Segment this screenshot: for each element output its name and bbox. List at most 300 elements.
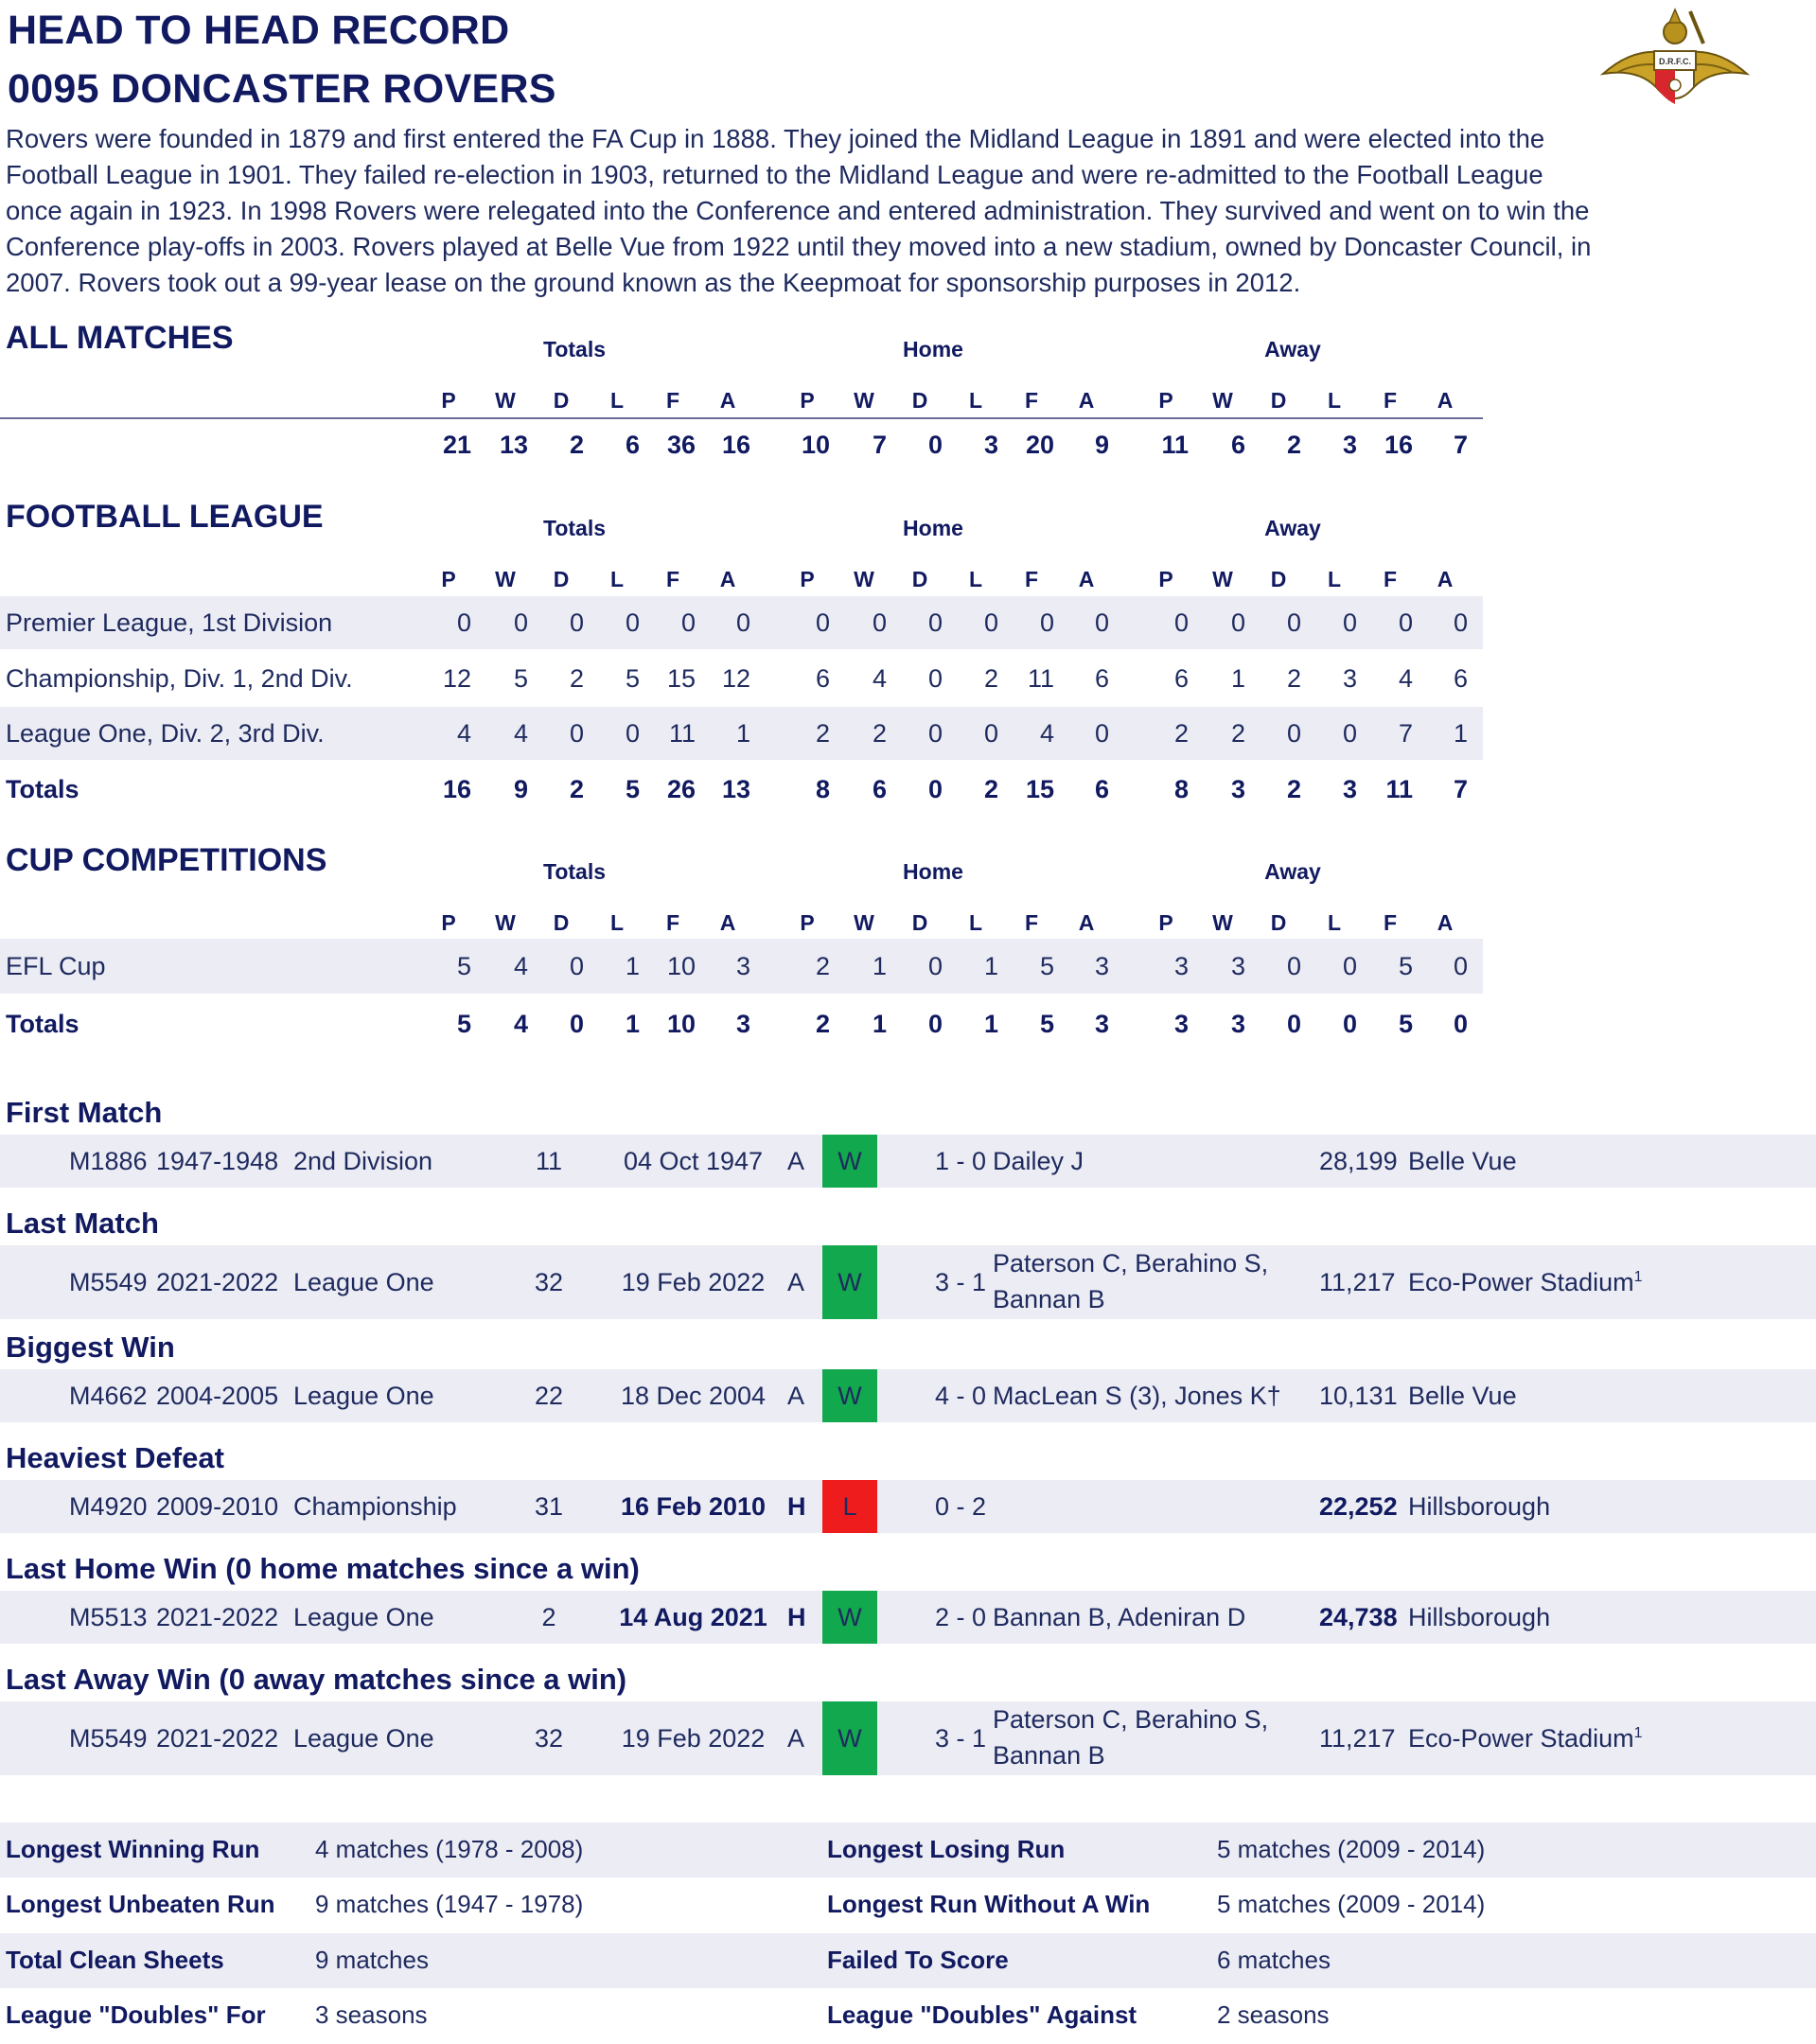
table-cell: 3	[983, 430, 998, 459]
table-cell: 6	[1173, 663, 1189, 693]
match-ground	[1408, 1724, 1643, 1753]
table-cell: 3	[735, 1009, 750, 1038]
match-competition: 2nd Division	[293, 1146, 433, 1175]
stat-value: 5 matches (2009 - 2014)	[1217, 1835, 1486, 1863]
table-cell: 0	[927, 608, 943, 637]
table-cell: 0	[569, 951, 584, 980]
stat-label: Longest Run Without A Win	[827, 1890, 1151, 1918]
table-cell: 2	[569, 430, 584, 459]
table-cell: 2	[815, 1009, 830, 1038]
stat-label: Longest Unbeaten Run	[6, 1890, 275, 1918]
group-header-totals: Totals	[542, 337, 607, 361]
col-header-a: A	[1078, 388, 1095, 413]
match-number: 11	[535, 1146, 563, 1175]
col-header-p: P	[800, 567, 815, 591]
table-cell: 6	[1094, 774, 1109, 803]
result-badge: W	[822, 1591, 877, 1644]
col-header-l: L	[609, 388, 625, 413]
stat-value: 6 matches	[1217, 1946, 1331, 1974]
col-header-f: F	[1383, 910, 1398, 935]
result-badge: W	[822, 1245, 877, 1319]
ground-name: Belle Vue	[1408, 1146, 1517, 1175]
col-header-l: L	[968, 567, 983, 591]
table-cell: 9	[1094, 430, 1109, 459]
table-cell: 3	[1230, 1009, 1245, 1038]
table-cell: 7	[872, 430, 887, 459]
table-cell: 5	[1039, 951, 1054, 980]
group-header-away: Away	[1264, 859, 1321, 884]
match-section-title: Last Match	[6, 1207, 159, 1240]
cup-competitions-title: CUP COMPETITIONS	[6, 842, 327, 878]
table-cell: 3	[1094, 951, 1109, 980]
match-number: 32	[534, 1723, 564, 1753]
match-season: 2004-2005	[156, 1381, 279, 1410]
match-section-title: Biggest Win	[6, 1330, 175, 1364]
table-cell: 0	[569, 608, 584, 637]
match-attendance: 24,738	[1319, 1602, 1398, 1631]
table-cell: 7	[1453, 430, 1468, 459]
col-header-w: W	[495, 910, 516, 935]
col-header-a: A	[719, 910, 736, 935]
table-cell: 0	[1286, 951, 1301, 980]
match-code: M4920	[69, 1491, 148, 1521]
table-cell: 10	[666, 951, 696, 980]
club-name: 0095 DONCASTER ROVERS	[8, 66, 556, 112]
stat-label: League "Doubles" For	[6, 2000, 266, 2029]
table-cell: 0	[1039, 608, 1054, 637]
col-header-d: D	[1270, 567, 1287, 591]
table-cell: 0	[1094, 718, 1109, 748]
table-cell: 0	[1286, 1009, 1301, 1038]
table-cell: 12	[442, 663, 471, 693]
ground-name: Eco-Power Stadium	[1408, 1267, 1634, 1296]
table-cell: 16	[1384, 430, 1413, 459]
table-cell: 13	[721, 774, 750, 803]
match-score: 4 - 0	[934, 1381, 987, 1410]
table-cell: 1	[872, 1009, 887, 1038]
stat-label: League "Doubles" Against	[827, 2000, 1137, 2029]
match-ground	[1408, 1147, 1517, 1176]
table-cell: 0	[456, 608, 471, 637]
table-cell: 0	[1342, 718, 1357, 748]
match-date: 19 Feb 2022	[621, 1267, 766, 1296]
table-cell: 16	[721, 430, 750, 459]
col-header-w: W	[495, 567, 516, 591]
table-cell: 3	[1173, 1009, 1189, 1038]
table-cell: 2	[872, 718, 887, 748]
match-scorers: Bannan B	[993, 1285, 1105, 1313]
table-cell: 2	[1230, 718, 1245, 748]
table-cell: 5	[1398, 1009, 1413, 1038]
match-code: M5549	[69, 1723, 148, 1753]
match-competition: League One	[293, 1381, 434, 1410]
col-header-w: W	[854, 910, 874, 935]
match-date: 14 Aug 2021	[619, 1602, 767, 1631]
col-header-f: F	[1024, 388, 1039, 413]
table-cell: 5	[456, 1009, 471, 1038]
col-header-l: L	[609, 910, 625, 935]
match-scorers: Bannan B	[993, 1741, 1105, 1770]
table-cell: 2	[1173, 718, 1189, 748]
table-cell: 0	[927, 430, 943, 459]
table-cell: 0	[1094, 608, 1109, 637]
result-badge: L	[822, 1480, 877, 1533]
row-label: EFL Cup	[6, 951, 106, 980]
table-cell: 21	[442, 430, 471, 459]
footnote-mark: 1	[1633, 1268, 1643, 1285]
table-cell: 3	[1342, 430, 1357, 459]
table-cell: 0	[1453, 608, 1468, 637]
match-number: 31	[534, 1491, 564, 1521]
col-header-d: D	[1270, 388, 1287, 413]
match-home-away: A	[787, 1146, 805, 1175]
table-cell: 0	[927, 774, 943, 803]
match-season: 1947-1948	[156, 1146, 279, 1175]
table-cell: 0	[815, 608, 830, 637]
table-cell: 6	[1094, 663, 1109, 693]
match-section-title: Heaviest Defeat	[6, 1441, 224, 1474]
table-cell: 1	[983, 951, 998, 980]
table-cell: 6	[815, 663, 830, 693]
match-section-title: First Match	[6, 1096, 163, 1129]
table-cell: 2	[983, 663, 998, 693]
table-cell: 0	[1173, 608, 1189, 637]
col-header-w: W	[1212, 910, 1233, 935]
footnote-mark: 1	[1633, 1724, 1643, 1741]
match-home-away: A	[787, 1723, 805, 1753]
col-header-w: W	[1212, 567, 1233, 591]
col-header-p: P	[1158, 910, 1173, 935]
match-competition: League One	[293, 1267, 434, 1296]
table-cell: 11	[1027, 663, 1054, 693]
table-cell: 0	[1398, 608, 1413, 637]
row-label: Totals	[6, 774, 79, 803]
match-attendance: 11,217	[1319, 1723, 1396, 1753]
match-season: 2021-2022	[156, 1267, 279, 1296]
match-scorers: Dailey J	[993, 1146, 1084, 1175]
match-score: 2 - 0	[934, 1602, 987, 1631]
table-cell: 1	[1230, 663, 1245, 693]
col-header-a: A	[1078, 567, 1095, 591]
row-label: League One, Div. 2, 3rd Div.	[6, 718, 325, 748]
table-cell: 10	[801, 430, 830, 459]
table-cell: 2	[1286, 430, 1301, 459]
ground-name: Hillsborough	[1408, 1491, 1551, 1521]
table-cell: 4	[872, 663, 887, 693]
table-cell: 2	[569, 663, 584, 693]
table-cell: 4	[513, 951, 528, 980]
match-score: 3 - 1	[934, 1267, 987, 1296]
table-cell: 5	[1398, 951, 1413, 980]
match-attendance: 28,199	[1319, 1146, 1398, 1175]
table-cell: 4	[456, 718, 471, 748]
col-header-a: A	[1078, 910, 1095, 935]
table-cell: 1	[983, 1009, 998, 1038]
stat-label: Longest Losing Run	[827, 1835, 1066, 1863]
table-cell: 0	[927, 718, 943, 748]
col-header-f: F	[665, 388, 680, 413]
col-header-p: P	[1158, 388, 1173, 413]
table-cell: 5	[513, 663, 528, 693]
match-attendance: 11,217	[1319, 1267, 1396, 1296]
table-cell: 5	[1039, 1009, 1054, 1038]
table-cell: 3	[1342, 663, 1357, 693]
table-cell: 20	[1025, 430, 1054, 459]
match-home-away: H	[787, 1491, 806, 1521]
table-cell: 3	[1230, 951, 1245, 980]
col-header-a: A	[719, 388, 736, 413]
col-header-f: F	[665, 567, 680, 591]
col-header-d: D	[911, 567, 928, 591]
all-matches-title: ALL MATCHES	[6, 320, 234, 356]
match-ground	[1408, 1603, 1550, 1632]
table-cell: 15	[666, 663, 696, 693]
table-cell: 16	[442, 774, 471, 803]
table-cell: 11	[668, 718, 696, 748]
match-date: 16 Feb 2010	[620, 1491, 767, 1521]
col-header-f: F	[665, 910, 680, 935]
col-header-d: D	[553, 910, 570, 935]
table-cell: 0	[983, 718, 998, 748]
result-badge: W	[822, 1369, 877, 1422]
table-cell: 5	[625, 663, 640, 693]
match-score: 1 - 0	[934, 1146, 987, 1175]
table-cell: 7	[1398, 718, 1413, 748]
match-score: 0 - 2	[934, 1491, 987, 1521]
match-scorers: MacLean S (3), Jones K†	[993, 1381, 1281, 1410]
table-cell: 0	[927, 951, 943, 980]
match-home-away: H	[787, 1602, 806, 1631]
stat-value: 3 seasons	[315, 2000, 428, 2029]
col-header-p: P	[1158, 567, 1173, 591]
crest-text: D.R.F.C.	[1658, 57, 1692, 66]
match-section-title: Last Away Win (0 away matches since a win)	[6, 1663, 627, 1696]
table-cell: 3	[1230, 774, 1245, 803]
col-header-l: L	[1327, 910, 1342, 935]
stat-label: Longest Winning Run	[6, 1835, 260, 1863]
match-number: 2	[541, 1602, 556, 1631]
table-cell: 0	[1342, 951, 1357, 980]
ground-name: Hillsborough	[1408, 1602, 1551, 1631]
match-date: 04 Oct 1947	[623, 1146, 764, 1175]
table-cell: 2	[1286, 774, 1301, 803]
col-header-p: P	[441, 567, 456, 591]
col-header-l: L	[1327, 388, 1342, 413]
table-cell: 1	[872, 951, 887, 980]
result-badge: W	[822, 1701, 877, 1775]
group-header-home: Home	[903, 516, 963, 540]
col-header-p: P	[800, 388, 815, 413]
table-cell: 1	[1453, 718, 1468, 748]
col-header-f: F	[1383, 567, 1398, 591]
table-cell: 8	[1173, 774, 1189, 803]
col-header-l: L	[968, 388, 983, 413]
ground-name: Belle Vue	[1408, 1381, 1517, 1410]
table-cell: 1	[735, 718, 750, 748]
table-cell: 5	[625, 774, 640, 803]
match-scorers: Bannan B, Adeniran D	[993, 1602, 1246, 1631]
col-header-l: L	[609, 567, 625, 591]
col-header-a: A	[1437, 910, 1454, 935]
table-cell: 0	[1342, 1009, 1357, 1038]
page-title: HEAD TO HEAD RECORD	[8, 8, 510, 53]
table-cell: 0	[1286, 608, 1301, 637]
table-cell: 8	[815, 774, 830, 803]
table-cell: 3	[1094, 1009, 1109, 1038]
header-rule	[0, 417, 1483, 419]
match-code: M1886	[69, 1146, 148, 1175]
table-cell: 2	[983, 774, 998, 803]
match-season: 2009-2010	[156, 1491, 279, 1521]
table-cell: 0	[1230, 608, 1245, 637]
row-label: Championship, Div. 1, 2nd Div.	[6, 663, 353, 693]
match-ground	[1408, 1268, 1643, 1297]
stat-value: 9 matches	[315, 1946, 429, 1974]
col-header-d: D	[553, 388, 570, 413]
table-cell: 0	[625, 718, 640, 748]
stat-label: Total Clean Sheets	[6, 1946, 224, 1974]
match-ground	[1408, 1492, 1550, 1522]
col-header-l: L	[968, 910, 983, 935]
match-number: 32	[534, 1267, 564, 1296]
group-header-away: Away	[1264, 337, 1321, 361]
table-cell: 2	[815, 718, 830, 748]
match-code: M5513	[69, 1602, 148, 1631]
col-header-d: D	[911, 388, 928, 413]
col-header-w: W	[854, 567, 874, 591]
stat-label: Failed To Score	[827, 1946, 1009, 1974]
table-cell: 1	[625, 951, 640, 980]
table-cell: 36	[666, 430, 696, 459]
table-cell: 4	[1398, 663, 1413, 693]
col-header-f: F	[1024, 910, 1039, 935]
match-season: 2021-2022	[156, 1602, 279, 1631]
stat-value: 4 matches (1978 - 2008)	[315, 1835, 584, 1863]
table-cell: 13	[499, 430, 528, 459]
table-cell: 0	[872, 608, 887, 637]
match-season: 2021-2022	[156, 1723, 279, 1753]
col-header-w: W	[495, 388, 516, 413]
table-cell: 0	[1286, 718, 1301, 748]
match-home-away: A	[787, 1267, 805, 1296]
table-cell: 11	[1161, 430, 1189, 459]
table-cell: 4	[1039, 718, 1054, 748]
row-label: Totals	[6, 1009, 79, 1038]
stat-value: 2 seasons	[1217, 2000, 1330, 2029]
table-cell: 0	[569, 718, 584, 748]
table-cell: 0	[513, 608, 528, 637]
col-header-d: D	[911, 910, 928, 935]
match-competition: League One	[293, 1602, 434, 1631]
col-header-w: W	[1212, 388, 1233, 413]
group-header-home: Home	[903, 859, 963, 884]
col-header-l: L	[1327, 567, 1342, 591]
match-competition: Championship	[293, 1491, 457, 1521]
match-section-title: Last Home Win (0 home matches since a win)	[6, 1552, 640, 1585]
row-label: Premier League, 1st Division	[6, 608, 333, 637]
match-home-away: A	[787, 1381, 805, 1410]
match-date: 18 Dec 2004	[620, 1381, 767, 1410]
table-cell: 2	[569, 774, 584, 803]
table-cell: 7	[1453, 774, 1468, 803]
table-cell: 15	[1025, 774, 1054, 803]
col-header-p: P	[441, 388, 456, 413]
table-cell: 6	[625, 430, 640, 459]
ground-name: Eco-Power Stadium	[1408, 1723, 1634, 1753]
result-badge: W	[822, 1135, 877, 1188]
table-cell: 1	[625, 1009, 640, 1038]
table-cell: 11	[1385, 774, 1413, 803]
table-cell: 3	[1342, 774, 1357, 803]
match-date: 19 Feb 2022	[621, 1723, 766, 1753]
table-cell: 10	[666, 1009, 696, 1038]
col-header-d: D	[553, 567, 570, 591]
table-cell: 0	[735, 608, 750, 637]
match-scorers: Paterson C, Berahino S,	[993, 1249, 1269, 1278]
table-cell: 6	[1230, 430, 1245, 459]
match-number: 22	[534, 1381, 564, 1410]
table-cell: 4	[513, 1009, 528, 1038]
table-cell: 6	[872, 774, 887, 803]
col-header-a: A	[1437, 567, 1454, 591]
stat-value: 9 matches (1947 - 1978)	[315, 1890, 584, 1918]
match-attendance: 22,252	[1319, 1491, 1398, 1521]
match-attendance: 10,131	[1319, 1381, 1398, 1410]
col-header-p: P	[800, 910, 815, 935]
group-header-totals: Totals	[542, 859, 607, 884]
group-header-away: Away	[1264, 516, 1321, 540]
col-header-w: W	[854, 388, 874, 413]
table-cell: 2	[815, 951, 830, 980]
table-cell: 4	[513, 718, 528, 748]
col-header-a: A	[1437, 388, 1454, 413]
table-cell: 0	[569, 1009, 584, 1038]
table-cell: 0	[927, 1009, 943, 1038]
table-cell: 5	[456, 951, 471, 980]
table-cell: 0	[927, 663, 943, 693]
table-cell: 0	[680, 608, 696, 637]
group-header-totals: Totals	[542, 516, 607, 540]
table-cell: 2	[1286, 663, 1301, 693]
col-header-f: F	[1383, 388, 1398, 413]
table-cell: 3	[735, 951, 750, 980]
match-competition: League One	[293, 1723, 434, 1753]
stat-value: 5 matches (2009 - 2014)	[1217, 1890, 1486, 1918]
table-cell: 0	[1342, 608, 1357, 637]
club-history-text: Rovers were founded in 1879 and first entered the FA Cup in 1888. They joined the Midland League in 1891 and were elected into the Football League in 1901. They failed re-election in 1903, returned to the Midland League and were re-admitted to the Football League once again in 1923. In 1998 Rovers were relegated into the Conference and entered administration. They survived and went on to win the Conference play-offs in 2003. Rovers played at Belle Vue from 1922 until they moved into a new stadium, owned by Doncaster Council, in 2007. Rovers took out a 99-year lease on the ground known as the Keepmoat for sponsorship purposes in 2012.	[6, 124, 1592, 297]
club-crest-logo	[1599, 6, 1751, 112]
col-header-f: F	[1024, 567, 1039, 591]
col-header-a: A	[719, 567, 736, 591]
match-scorers: Paterson C, Berahino S,	[993, 1705, 1269, 1734]
col-header-p: P	[441, 910, 456, 935]
table-cell: 0	[625, 608, 640, 637]
table-cell: 26	[666, 774, 696, 803]
football-league-title: FOOTBALL LEAGUE	[6, 499, 324, 535]
table-cell: 9	[513, 774, 528, 803]
table-cell: 0	[1453, 951, 1468, 980]
group-header-home: Home	[903, 337, 963, 361]
table-cell: 3	[1173, 951, 1189, 980]
col-header-d: D	[1270, 910, 1287, 935]
table-cell: 0	[983, 608, 998, 637]
match-score: 3 - 1	[934, 1723, 987, 1753]
match-ground	[1408, 1382, 1517, 1411]
match-code: M5549	[69, 1267, 148, 1296]
table-cell: 0	[1453, 1009, 1468, 1038]
match-code: M4662	[69, 1381, 148, 1410]
table-cell: 12	[721, 663, 750, 693]
